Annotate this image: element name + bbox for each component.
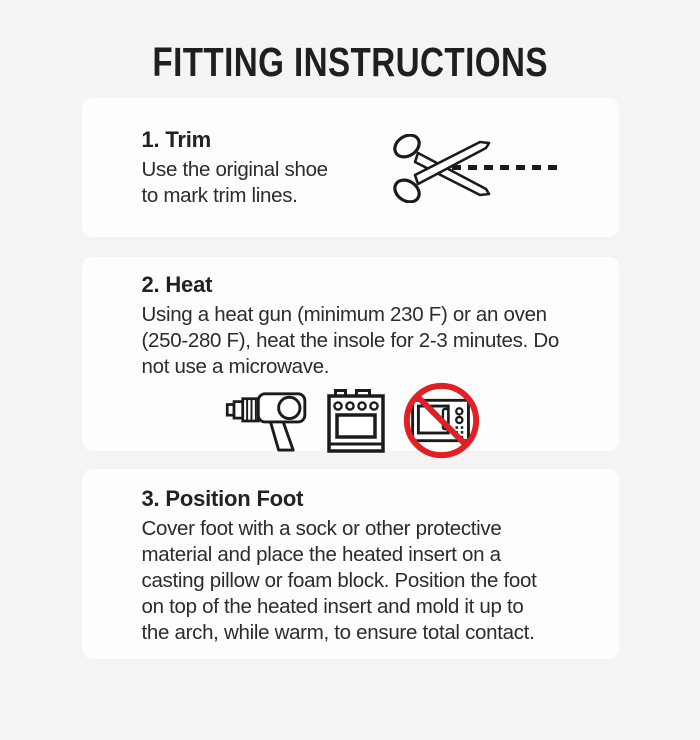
step-2-line: (250-280 F), heat the insole for 2-3 minutes. Do [141, 328, 559, 352]
scissors-icon [392, 134, 564, 203]
step-1-line: to mark trim lines. [141, 183, 298, 207]
step-1-illustration [392, 134, 564, 208]
step-3-line: material and place the heated insert on a [141, 542, 501, 566]
step-2-illustrations [142, 382, 564, 460]
heat-gun-icon [225, 389, 309, 453]
step-3-line: casting pillow or foam block. Position the foot [141, 568, 537, 592]
step-3-heading: 3. Position Foot [141, 485, 304, 511]
step-3-line: the arch, while warm, to ensure total contact. [141, 620, 535, 644]
step-1-heading: 1. Trim [141, 126, 212, 152]
step-card-heat [82, 257, 619, 451]
step-2-line: not use a microwave. [141, 354, 330, 378]
step-2-heading: 2. Heat [141, 271, 213, 297]
page-title-text: FITTING INSTRUCTIONS [152, 39, 548, 85]
step-card-trim [82, 98, 619, 237]
page-title [0, 40, 700, 86]
fitting-instructions-sheet [0, 40, 700, 740]
step-card-position-foot [82, 469, 619, 659]
step-1-text-block [142, 126, 328, 209]
step-3-line: Cover foot with a sock or other protective [141, 516, 502, 540]
step-3-line: on top of the heated insert and mold it up to [141, 594, 524, 618]
no-microwave-icon [403, 382, 480, 459]
oven-icon [327, 389, 385, 453]
step-1-line: Use the original shoe [141, 157, 328, 181]
step-2-line: Using a heat gun (minimum 230 F) or an oven [141, 302, 547, 326]
